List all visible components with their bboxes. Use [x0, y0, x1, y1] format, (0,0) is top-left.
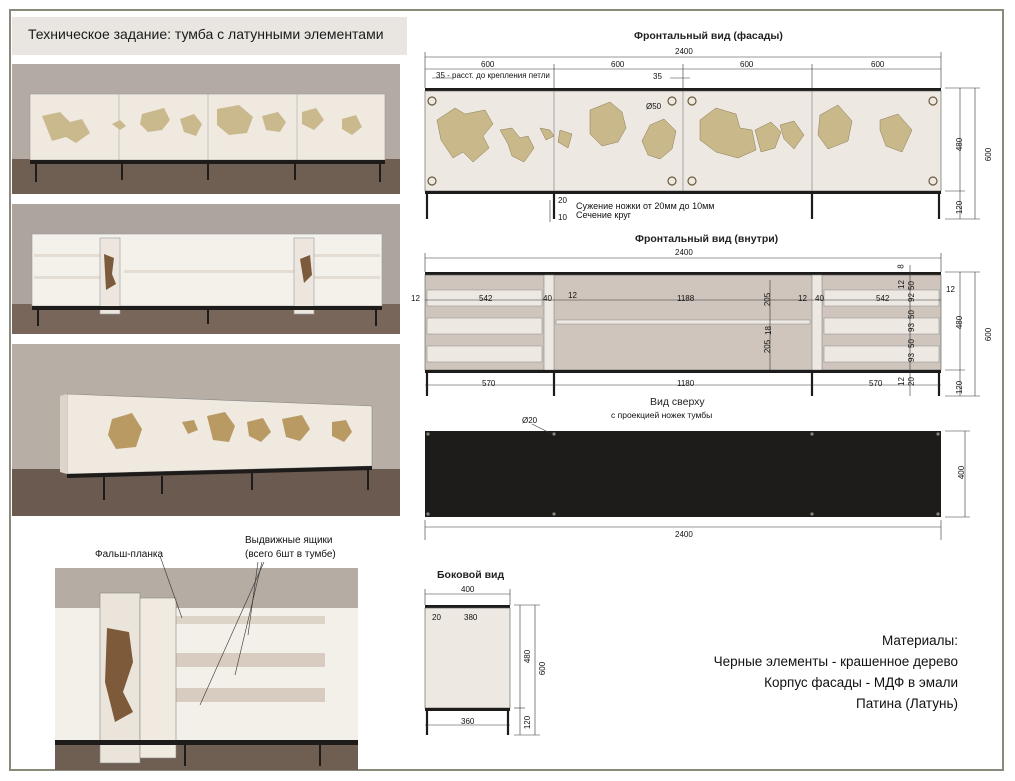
ring-diameter: Ø50: [646, 102, 662, 111]
shelf-height-3: 205: [763, 339, 773, 354]
side-view-height-legs: 120: [523, 715, 533, 730]
top-view-drawing: [425, 424, 970, 540]
inside-width-7: 40: [815, 294, 824, 303]
inside-width-1: 12: [411, 294, 420, 303]
drawer-dim-8: 93: [906, 353, 916, 362]
materials-line-1: Черные элементы - крашенное дерево: [713, 654, 958, 669]
inside-bottom-1: 570: [482, 379, 496, 388]
drawer-dim-9: 12: [896, 377, 906, 386]
front-inside-total: 2400: [675, 248, 693, 257]
leg-top-width: 20: [558, 196, 567, 205]
front-facades-height-body: 480: [955, 137, 965, 152]
front-facades-height-total: 600: [984, 147, 994, 162]
inside-width-2: 542: [479, 294, 493, 303]
inside-width-8: 542: [876, 294, 890, 303]
sheet-title: Техническое задание: тумба с латунными элементами: [28, 26, 384, 42]
side-view-height-total: 600: [538, 661, 548, 676]
side-view-width: 400: [461, 585, 475, 594]
top-view-depth: 400: [957, 465, 967, 480]
shelf-height-2: 18: [763, 326, 773, 335]
front-facades-section-3: 600: [740, 60, 754, 69]
callout-drawers-line-1: Выдвижные ящики: [245, 535, 333, 546]
drawer-dim-6: 93: [906, 323, 916, 332]
top-view-heading: Вид сверху: [650, 396, 705, 408]
drawer-dim-2: 12: [896, 280, 906, 289]
inside-width-5: 1188: [677, 294, 695, 303]
leg-note-1: Сужение ножки от 20мм до 10мм: [576, 201, 715, 211]
side-view-inner: 380: [464, 613, 478, 622]
leg-note-2: Сечение круг: [576, 210, 632, 220]
inside-height-legs: 120: [955, 380, 965, 395]
front-inside-heading: Фронтальный вид (внутри): [635, 233, 779, 245]
front-inside-drawing: [425, 253, 980, 396]
inside-width-9: 12: [946, 285, 955, 294]
front-facades-heading: Фронтальный вид (фасады): [634, 30, 783, 42]
side-view-inner-left: 20: [432, 613, 441, 622]
front-facades-height-legs: 120: [955, 200, 965, 215]
side-view-legs-span: 360: [461, 717, 475, 726]
leg-bottom-width: 10: [558, 213, 567, 222]
callout-false-strip: Фальш-планка: [95, 549, 164, 560]
materials-line-3: Патина (Латунь): [856, 696, 958, 711]
shelf-height-1: 205: [763, 292, 773, 307]
inside-width-4: 12: [568, 291, 577, 300]
drawer-dim-7: 50: [906, 339, 916, 348]
drawer-dim-10: 20: [906, 377, 916, 386]
inside-height-total: 600: [984, 327, 994, 342]
materials-heading: Материалы:: [881, 633, 958, 648]
drawer-dim-3: 50: [906, 281, 916, 290]
front-facades-section-1: 600: [481, 60, 495, 69]
top-view-leg: Ø20: [522, 416, 538, 425]
front-facades-section-2: 600: [611, 60, 625, 69]
materials-line-2: Корпус фасады - МДФ в эмали: [764, 675, 958, 690]
callout-drawers-line-2: (всего 6шт в тумбе): [245, 549, 336, 560]
inside-bottom-3: 570: [869, 379, 883, 388]
hinge-note: 35 - расст. до крепления петли: [436, 71, 550, 80]
side-view-height-body: 480: [523, 649, 533, 664]
drawer-dim-4: 92: [906, 293, 916, 302]
drawer-dim-1: 8: [896, 264, 906, 269]
top-view-total: 2400: [675, 530, 693, 539]
inside-height-body: 480: [955, 315, 965, 330]
top-view-subheading: с проекцией ножек тумбы: [611, 410, 713, 420]
inside-bottom-2: 1180: [677, 379, 695, 388]
front-facades-section-4: 600: [871, 60, 885, 69]
hinge-distance: 35: [653, 72, 662, 81]
drawer-dim-5: 50: [906, 310, 916, 319]
inside-width-3: 40: [543, 294, 552, 303]
side-view-heading: Боковой вид: [437, 569, 505, 581]
front-facades-total: 2400: [675, 47, 693, 56]
materials-block: [714, 630, 958, 714]
inside-width-6: 12: [798, 294, 807, 303]
